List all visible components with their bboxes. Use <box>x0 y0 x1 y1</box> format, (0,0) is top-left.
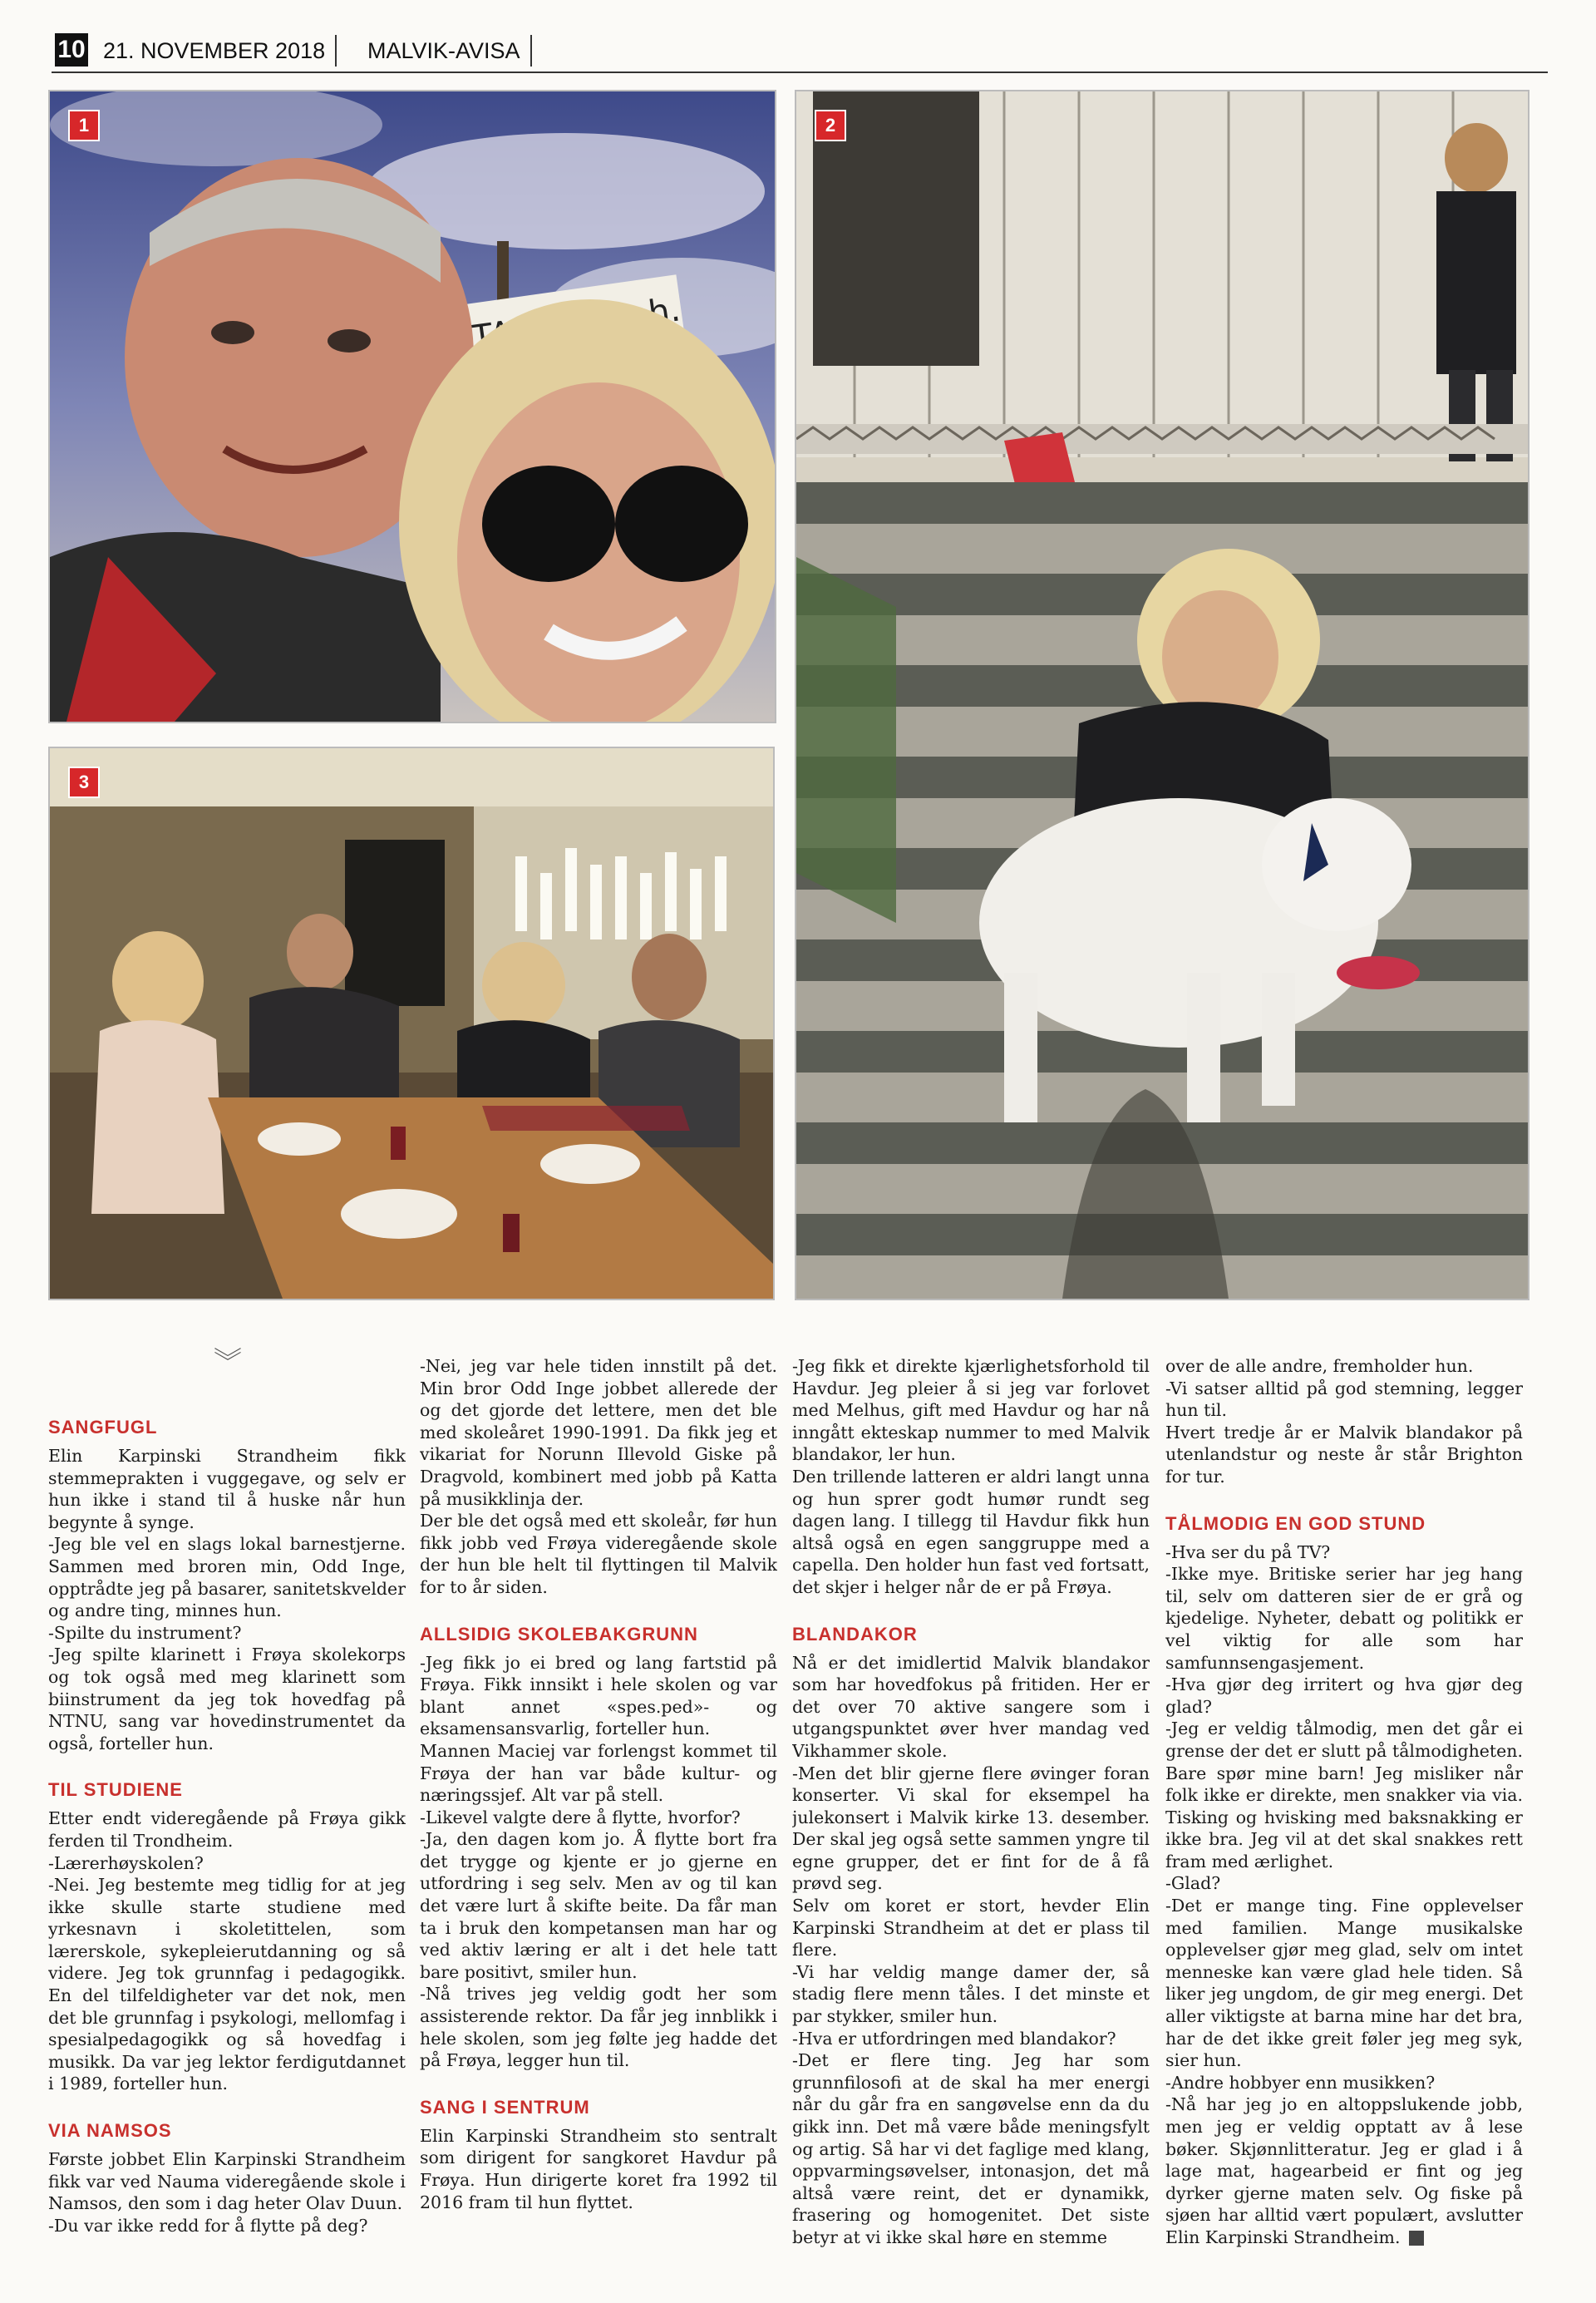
section-heading: TIL STUDIENE <box>48 1779 183 1801</box>
article-paragraph: Etter endt videregående på Frøya gikk ferden til Trondheim. <box>48 1808 406 1851</box>
photo-number-badge: 2 <box>815 110 846 141</box>
issue-date: 21. NOVEMBER 2018 <box>93 35 337 67</box>
dinner-illustration <box>50 748 773 1299</box>
article-paragraph: -Nå har jeg jo en altoppslukende jobb, men jeg er veldig opptatt av å lese bøker. Skjønnlitteratur. Jeg er glad i å lage mat, hagearbeid er fint og jeg dyrker gjerne maten selv. Og fiske på sjøen har alltid vært populært, avslutter Elin Karpinski Strandheim. <box>1165 2094 1523 2247</box>
article-paragraph: -Spilte du instrument? <box>48 1622 242 1643</box>
woman-dog-illustration <box>796 91 1528 1299</box>
article-paragraph: -Likevel valgte dere å flytte, hvorfor? <box>420 1807 741 1827</box>
article-paragraph: Der ble det også med ett skoleår, før hun fikk jobb ved Frøya videregående skole der hun ble helt til flyttingen til Malvik for to år siden. <box>420 1511 777 1597</box>
section-heading: BLANDAKOR <box>792 1623 918 1645</box>
section-heading: TÅLMODIG EN GOD STUND <box>1165 1512 1426 1534</box>
section-heading: SANG I SENTRUM <box>420 2096 590 2118</box>
photo-number-badge: 3 <box>68 767 100 798</box>
article-paragraph: -Glad? <box>1165 1873 1221 1894</box>
photo-number-badge: 1 <box>68 110 100 141</box>
chevron-down-double-icon: ︾ <box>214 1346 242 1379</box>
article-column-2 <box>420 1355 777 2278</box>
article-paragraph: -Det er flere ting. Jeg har som grunnfilosofi at de skal ha mer energi når du går fra en sangøvelse enn da du gikk inn. Det må være både meningsfylt og artig. Så har vi det faglige med klang, oppvarmingsøvelser, intonasjon, det må altså være reint, det er dynamikk, frasering og homogenitet. Det siste betyr at vi ikke skal høre en stemme <box>792 2050 1150 2247</box>
article-paragraph: -Jeg fikk jo ei bred og lang fartstid på Frøya. Fikk innsikt i hele skolen og var blant annet «spes.ped»- og eksamensansvarlig, forteller hun. <box>420 1652 777 1739</box>
article-paragraph: -Lærerhøyskolen? <box>48 1852 204 1873</box>
article-paragraph: -Hva gjør deg irritert og hva gjør deg glad? <box>1165 1674 1523 1717</box>
article-paragraph: -Nå trives jeg veldig godt her som assisterende rektor. Da får jeg innblikk i hele skolen, som jeg følte jeg hadde det på Frøya, legger hun til. <box>420 1984 777 2071</box>
article-paragraph: -Nei, jeg var hele tiden innstilt på det. Min bror Odd Inge jobbet allerede der og det gjorde det lettere, men det ble med skoleåret 1990-1991. Da fikk jeg et vikariat for Norunn Illevold Giske på Dragvold, kombinert med jobb på Katta på musikklinja der. <box>420 1356 777 1509</box>
article-paragraph: -Hva er utfordringen med blandakor? <box>792 2028 1116 2049</box>
article-paragraph: Første jobbet Elin Karpinski Strandheim fikk var ved Nauma videregående skole i Namsos, den som i dag heter Olav Duun. <box>48 2149 406 2214</box>
article-paragraph: -Ikke mye. Britiske serier har jeg hang til, selv om datteren sier de er grå og kjedelige. Nyheter, debatt og politikk er vel viktig for alle som har samfunnsengasjement. <box>1165 1564 1523 1673</box>
article-column-3 <box>792 1355 1150 2278</box>
newspaper-name: MALVIK-AVISA <box>357 35 532 67</box>
article-paragraph: -Ja, den dagen kom jo. Å flytte bort fra det trygge og kjente er jo gjerne en utfordring i seg selv. Men av og til kan det være lurt å skifte beite. Da får man ta i bruk den kompetansen man har og ved aktiv læring er alt i det hele tatt bare positivt, smiler hun. <box>420 1829 777 1982</box>
selfie-illustration <box>50 91 775 722</box>
section-heading: ALLSIDIG SKOLEBAKGRUNN <box>420 1623 698 1645</box>
article-paragraph: Elin Karpinski Strandheim fikk stemmeprakten i vuggegave, og selv er hun ikke i stand til å huske når hun begynte å synge. <box>48 1446 406 1532</box>
article-paragraph: -Jeg ble vel en slags lokal barnestjerne. Sammen med broren min, Odd Inge, opptrådte jeg på basarer, sanitetskvelder og andre ting, minnes hun. <box>48 1534 406 1621</box>
article-paragraph: Hvert tredje år er Malvik blandakor på utenlandstur og neste år står Brighton for tur. <box>1165 1422 1523 1487</box>
page-number: 10 <box>55 33 88 67</box>
article-paragraph: -Jeg er veldig tålmodig, men det går ei grense der det er slutt på tålmodigheten. Bare spør mine barn! Jeg misliker når folk ikke er direkte, men snakker via via. Tisking og hvisking med baksnakking er ikke bra. Jeg vil at det skal snakkes rett fram med ærlighet. <box>1165 1719 1523 1871</box>
article-paragraph: Den trillende latteren er aldri langt unna og hun sprer godt humør rundt seg dagen lang. I tillegg til Havdur fikk hun altså også en egen sanggruppe med a capella. Den holder hun fast ved fortsatt, det skjer i helger når de er på Frøya. <box>792 1466 1150 1597</box>
article-paragraph: -Du var ikke redd for å flytte på deg? <box>48 2215 368 2236</box>
article-paragraph: over de alle andre, fremholder hun. <box>1165 1356 1474 1376</box>
photo-2-woman-with-dog <box>795 90 1530 1300</box>
section-heading: VIA NAMSOS <box>48 2120 172 2142</box>
photo-1-selfie <box>48 90 776 723</box>
article-paragraph: -Men det blir gjerne flere øvinger foran konserter. Vi skal for eksempel ha julekonsert i Malvik kirke 13. desember. Der skal jeg også sette sammen yngre til egne grupper, det er fint for de å få prøvd seg. <box>792 1763 1150 1894</box>
article-paragraph: Nå er det imidlertid Malvik blandakor som har hovedfokus på fritiden. Her er det over 70 aktive sangere som i utgangspunktet øver hver mandag ved Vikhammer skole. <box>792 1652 1150 1761</box>
article-end-mark <box>1409 2231 1424 2246</box>
article-paragraph: -Vi har veldig mange damer der, så stadig flere menn tåles. I det minste et par stykker, smiler hun. <box>792 1961 1150 2027</box>
article-column-4 <box>1165 1355 1523 2278</box>
article-paragraph: -Jeg spilte klarinett i Frøya skolekorps og tok også med meg klarinett som biinstrument da jeg tok hovedfag på NTNU, sang var hovedinstrumentet da også, forteller hun. <box>48 1645 406 1753</box>
article-paragraph: -Nei. Jeg bestemte meg tidlig for at jeg ikke skulle starte studiene med yrkesnavn i skoletittelen, som lærerskole, sykepleierutdanning og så videre. Jeg tok grunnfag i pedagogikk. En del tilfeldigheter var det nok, men det ble grunnfag i psykologi, mellomfag i spesialpedagogikk og så hovedfag i musikk. Da var jeg lektor ferdigutdannet i 1989, forteller hun. <box>48 1875 406 2094</box>
section-heading: SANGFUGL <box>48 1417 158 1438</box>
article-paragraph: -Jeg fikk et direkte kjærlighetsforhold til Havdur. Jeg pleier å si jeg var forlovet med Melhus, gift med Havdur og har nå inngått ekteskap nummer to med Malvik blandakor, ler hun. <box>792 1356 1150 1465</box>
article-paragraph: Mannen Maciej var forlengst kommet til Frøya der han var både kultur- og næringssjef. Alt var på stell. <box>420 1740 777 1806</box>
article-paragraph: Selv om koret er stort, hevder Elin Karpinski Strandheim at det er plass til flere. <box>792 1896 1150 1960</box>
article-column-1 <box>48 1417 406 2290</box>
article-paragraph: Elin Karpinski Strandheim sto sentralt som dirigent for sangkoret Havdur på Frøya. Hun dirigerte koret fra 1992 til 2016 fram til hun flyttet. <box>420 2125 777 2212</box>
photo-3-family-dinner <box>48 747 775 1300</box>
article-paragraph: -Det er mange ting. Fine opplevelser med familien. Mange musikalske opplevelser gjør meg glad, selv om intet menneske kan være glad hele tiden. Så liker jeg ungdom, de gir meg energi. Det aller viktigste at barna mine har det bra, har de det ikke greit føler jeg meg syk, sier hun. <box>1165 1896 1523 2071</box>
page-header <box>52 30 1548 73</box>
article-paragraph: -Vi satser alltid på god stemning, legger hun til. <box>1165 1378 1523 1421</box>
article-paragraph: -Hva ser du på TV? <box>1165 1541 1331 1562</box>
article-paragraph: -Andre hobbyer enn musikken? <box>1165 2072 1436 2093</box>
